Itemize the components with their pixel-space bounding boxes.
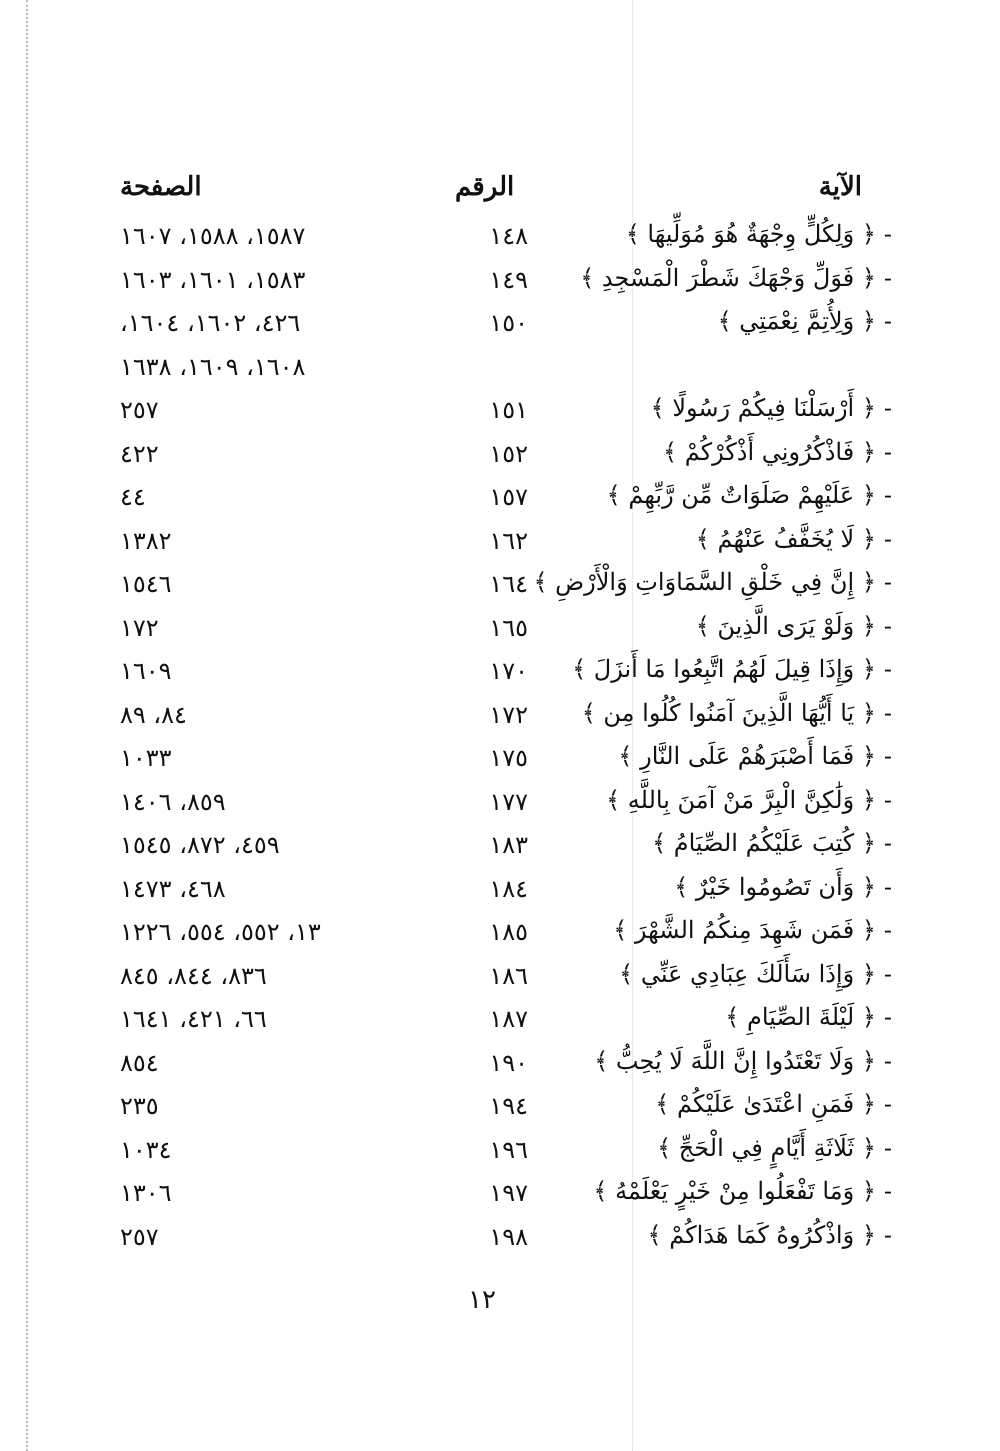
ayah-cell	[613, 916, 892, 944]
ayah-number: ١٩٠	[489, 1048, 528, 1077]
list-dash: -	[883, 307, 892, 335]
ayah-text: ﴿ إِنَّ فِي خَلْقِ السَّمَاوَاتِ وَالْأَرْضِ ﴾	[533, 568, 876, 596]
ayah-number: ١٥٢	[489, 439, 528, 468]
list-dash: -	[883, 1003, 892, 1031]
page-refs: ١٦٠٩	[120, 657, 172, 685]
ayah-number: ١٤٨	[489, 222, 528, 250]
page-refs: ١٧٢	[120, 613, 159, 642]
ayah-cell	[663, 438, 892, 466]
table-row	[0, 303, 1000, 347]
table-row	[0, 521, 1000, 565]
page-refs: ٨٤، ٨٩	[120, 700, 187, 729]
table-row	[0, 260, 1000, 304]
list-dash: -	[883, 1220, 892, 1249]
page-refs: ١٣٨٢	[120, 526, 172, 555]
ayah-number: ١٧٥	[489, 744, 528, 772]
ayah-cell	[651, 394, 892, 422]
page-refs: ٤٥٩، ٨٧٢، ١٥٤٥	[120, 831, 280, 859]
ayah-text: ﴿ فَمَن شَهِدَ مِنكُمُ الشَّهْرَ ﴾	[613, 916, 876, 944]
list-dash: -	[883, 611, 892, 640]
header-pages: الصفحة	[120, 172, 202, 202]
ayah-text: ﴿ وَمَا تَفْعَلُوا مِنْ خَيْرٍ يَعْلَمْهُ ﴾	[593, 1177, 876, 1205]
ayah-text: ﴿ وَأَن تَصُومُوا خَيْرٌ ﴾	[674, 872, 876, 901]
table-row	[0, 1086, 1000, 1130]
ayah-cell	[572, 655, 892, 683]
page-refs: ١٠٣٣	[120, 744, 172, 772]
table-row	[0, 564, 1000, 608]
ayah-text: ﴿ كُتِبَ عَلَيْكُمُ الصِّيَامُ ﴾	[652, 829, 876, 857]
table-row	[0, 651, 1000, 695]
ayah-cell	[594, 1047, 892, 1075]
list-dash: -	[883, 220, 892, 248]
list-dash: -	[883, 437, 892, 466]
ayah-text: ﴿ ثَلَاثَةِ أَيَّامٍ فِي الْحَجِّ ﴾	[657, 1133, 876, 1162]
table-row	[0, 608, 1000, 652]
ayah-cell	[674, 873, 892, 901]
list-dash: -	[883, 959, 892, 988]
list-dash: -	[883, 916, 892, 944]
list-dash: -	[883, 655, 892, 683]
ayah-cell	[648, 1221, 892, 1249]
ayah-number: ١٩٨	[489, 1222, 528, 1251]
page-refs: ٤٦٨، ١٤٧٣	[120, 874, 226, 903]
ayah-number: ١٧٧	[489, 787, 528, 816]
table-row	[0, 869, 1000, 913]
ayah-cell	[619, 960, 892, 988]
ayah-number: ١٨٣	[489, 831, 528, 859]
index-table	[0, 216, 1000, 1260]
ayah-cell	[580, 264, 892, 292]
ayah-cell	[652, 829, 892, 857]
page-refs: ٦٦، ٤٢١، ١٦٤١	[120, 1005, 267, 1033]
page-refs: ١٥٨٣، ١٦٠١، ١٦٠٣	[120, 265, 306, 294]
list-dash: -	[883, 263, 892, 292]
list-dash: -	[883, 698, 892, 727]
ayah-cell	[696, 525, 892, 553]
ayah-cell	[606, 786, 892, 814]
table-row	[0, 216, 1000, 260]
ayah-number: ١٤٩	[489, 265, 528, 294]
ayah-text: ﴿ لَا يُخَفَّفُ عَنْهُمُ ﴾	[695, 524, 876, 553]
table-row	[0, 695, 1000, 739]
ayah-number: ١٨٥	[489, 918, 528, 946]
ayah-number: ١٦٤	[489, 570, 528, 598]
table-row	[0, 1043, 1000, 1087]
page-refs: ٢٣٥	[120, 1092, 159, 1120]
ayah-cell	[657, 1134, 892, 1162]
ayah-cell	[607, 481, 892, 509]
table-row	[0, 912, 1000, 956]
list-dash: -	[883, 481, 892, 509]
page-refs: ٤٢٦، ١٦٠٢، ١٦٠٤،	[120, 309, 301, 337]
list-dash: -	[883, 872, 892, 901]
page-refs: ٨٥٩، ١٤٠٦	[120, 787, 226, 816]
page-refs: ٢٥٧	[120, 396, 159, 424]
ayah-cell	[655, 1090, 892, 1118]
list-dash: -	[883, 785, 892, 814]
ayah-number: ١٩٧	[489, 1179, 528, 1207]
ayah-text: ﴿ وَلَا تَعْتَدُوا إِنَّ اللَّهَ لَا يُحِبُّ ﴾	[594, 1046, 876, 1075]
list-dash: -	[883, 394, 892, 422]
page-refs: ١٣، ٥٥٢، ٥٥٤، ١٢٢٦	[120, 918, 321, 946]
page-refs: ٤٤	[120, 483, 146, 511]
ayah-text: ﴿ وَإِذَا قِيلَ لَهُمُ اتَّبِعُوا مَا أَنزَلَ ﴾	[572, 655, 876, 683]
page-refs: ٨٣٦، ٨٤٤، ٨٤٥	[120, 961, 267, 990]
page-refs: ١٠٣٤	[120, 1135, 172, 1164]
page-refs: ١٣٠٦	[120, 1179, 172, 1207]
header-ayah: الآية	[818, 172, 862, 202]
table-row	[0, 782, 1000, 826]
ayah-text: ﴿ فَاذْكُرُونِي أَذْكُرْكُمْ ﴾	[663, 437, 876, 466]
ayah-text: ﴿ وَإِذَا سَأَلَكَ عِبَادِي عَنِّي ﴾	[619, 959, 876, 988]
header-number: الرقم	[455, 172, 515, 202]
ayah-number: ١٥١	[489, 396, 528, 424]
ayah-text: ﴿ وَلِكُلٍّ وِجْهَةٌ هُوَ مُوَلِّيهَا ﴾	[625, 220, 876, 248]
ayah-text: ﴿ وَلَوْ يَرَى الَّذِينَ ﴾	[695, 611, 876, 640]
ayah-number: ١٩٦	[489, 1135, 528, 1164]
page-refs: ٤٢٢	[120, 439, 159, 468]
list-dash: -	[883, 829, 892, 857]
page-refs: ١٥٤٦	[120, 570, 172, 598]
table-row	[0, 347, 1000, 391]
table-row	[0, 390, 1000, 434]
ayah-text: ﴿ وَلِأُتِمَّ نِعْمَتِي ﴾	[717, 307, 876, 335]
ayah-text: ﴿ فَوَلِّ وَجْهَكَ شَطْرَ الْمَسْجِدِ ﴾	[580, 263, 876, 292]
ayah-number: ١٧٠	[489, 657, 528, 685]
list-dash: -	[883, 524, 892, 553]
table-row	[0, 825, 1000, 869]
list-dash: -	[883, 1133, 892, 1162]
table-row	[0, 434, 1000, 478]
table-row	[0, 1217, 1000, 1261]
page-number: ١٢	[468, 1285, 496, 1315]
table-row	[0, 477, 1000, 521]
ayah-text: ﴿ أَرْسَلْنَا فِيكُمْ رَسُولًا ﴾	[650, 394, 876, 422]
ayah-cell	[618, 742, 892, 770]
ayah-number: ١٥٠	[489, 309, 528, 337]
page-refs: ٢٥٧	[120, 1222, 159, 1251]
table-row	[0, 999, 1000, 1043]
ayah-cell	[718, 307, 892, 335]
ayah-text: ﴿ وَاذْكُرُوهُ كَمَا هَدَاكُمْ ﴾	[647, 1220, 876, 1249]
list-dash: -	[883, 568, 892, 596]
ayah-number: ١٩٤	[489, 1092, 528, 1120]
ayah-number: ١٨٤	[489, 874, 528, 903]
ayah-number: ١٦٢	[489, 526, 528, 555]
list-dash: -	[883, 1177, 892, 1205]
table-row	[0, 956, 1000, 1000]
ayah-cell	[696, 612, 892, 640]
ayah-number: ١٧٢	[489, 700, 528, 729]
ayah-text: ﴿ لَيْلَةَ الصِّيَامِ ﴾	[725, 1003, 876, 1031]
ayah-cell	[626, 220, 892, 248]
ayah-number: ١٥٧	[489, 483, 528, 511]
page-refs: ١٦٠٨، ١٦٠٩، ١٦٣٨	[120, 352, 306, 381]
ayah-cell	[582, 699, 892, 727]
ayah-text: ﴿ عَلَيْهِمْ صَلَوَاتٌ مِّن رَّبِّهِمْ ﴾	[606, 481, 876, 509]
ayah-cell	[593, 1177, 892, 1205]
list-dash: -	[883, 1090, 892, 1118]
ayah-cell	[533, 568, 892, 596]
page-refs: ٨٥٤	[120, 1048, 159, 1077]
list-dash: -	[883, 1046, 892, 1075]
ayah-text: ﴿ فَمَا أَصْبَرَهُمْ عَلَى النَّارِ ﴾	[618, 742, 876, 770]
ayah-number: ١٨٧	[489, 1005, 528, 1033]
ayah-text: ﴿ فَمَنِ اعْتَدَىٰ عَلَيْكُمْ ﴾	[655, 1090, 876, 1118]
table-row	[0, 738, 1000, 782]
ayah-cell	[725, 1003, 892, 1031]
table-row	[0, 1173, 1000, 1217]
ayah-number: ١٨٦	[489, 961, 528, 990]
table-row	[0, 1130, 1000, 1174]
ayah-text: ﴿ وَلَٰكِنَّ الْبِرَّ مَنْ آمَنَ بِاللَّهِ ﴾	[606, 785, 876, 814]
page-refs: ١٥٨٧، ١٥٨٨، ١٦٠٧	[120, 222, 306, 250]
list-dash: -	[883, 742, 892, 770]
ayah-number: ١٦٥	[489, 613, 528, 642]
ayah-text: ﴿ يَا أَيُّهَا الَّذِينَ آمَنُوا كُلُوا مِن ﴾	[581, 698, 876, 727]
